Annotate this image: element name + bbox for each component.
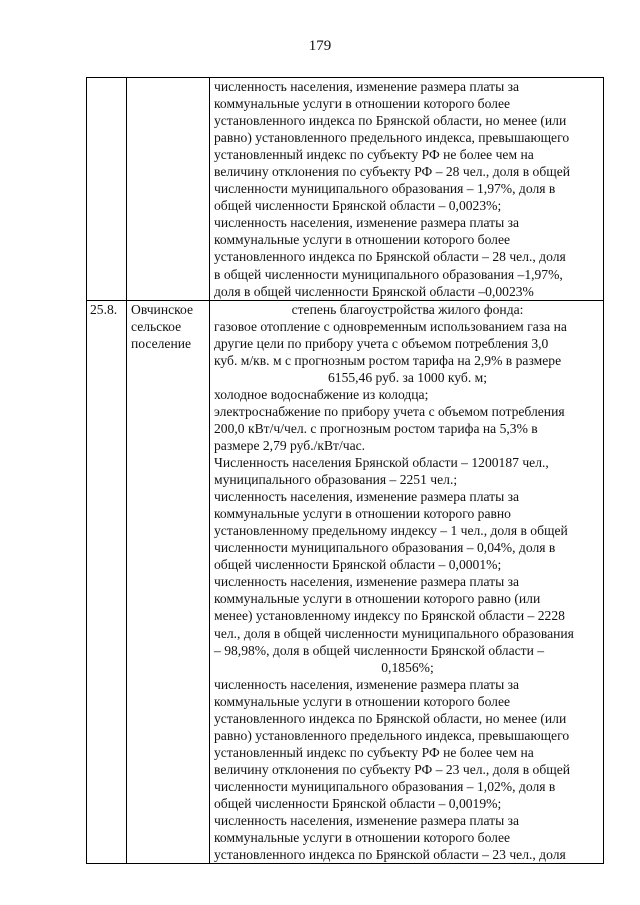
text-line: установленный индекс по субъекту РФ не более чем на	[214, 744, 534, 760]
text-line: установленного индекса по Брянской области, но менее (или	[214, 113, 567, 129]
text-line: установленный индекс по субъекту РФ не более чем на	[214, 147, 534, 163]
table-row	[87, 300, 604, 864]
text-line: холодное водоснабжение из колодца;	[214, 386, 429, 402]
text-line: доля в общей численности Брянской области –0,0023%	[214, 283, 534, 299]
text-line: коммунальные услуги в отношении которого равно (или	[214, 591, 541, 607]
document-table	[86, 77, 604, 864]
text-line: муниципального образования – 2251 чел.;	[214, 472, 458, 488]
text-line: установленному предельному индексу – 1 чел., доля в общей	[214, 523, 568, 539]
row-number-cell	[87, 78, 127, 301]
text-line: величину отклонения по субъекту РФ – 23 чел., доля в общей	[214, 761, 571, 777]
text-line: степень благоустройства жилого фонда:	[291, 301, 524, 317]
text-line: 6155,46 руб. за 1000 куб. м;	[327, 369, 488, 385]
text-line: общей численности Брянской области – 0,0023%;	[214, 198, 502, 214]
text-line: менее) установленному индексу по Брянской области – 2228	[214, 608, 565, 624]
description-cell	[210, 300, 604, 864]
text-line: электроснабжение по прибору учета с объемом потребления	[214, 403, 565, 419]
text-line: коммунальные услуги в отношении которого более	[214, 693, 511, 709]
text-line: другие цели по прибору учета с объемом потребления 3,0	[214, 335, 549, 351]
settlement-name-line: Овчинское	[131, 301, 194, 317]
text-line: размере 2,79 руб./кВт/час.	[214, 437, 366, 453]
text-line: численности муниципального образования – 1,02%, доля в	[214, 778, 556, 794]
text-line: равно) установленного предельного индекса, превышающего	[214, 727, 570, 743]
text-line: в общей численности муниципального образования –1,97%,	[214, 266, 563, 282]
text-line: численности муниципального образования – 1,97%, доля в	[214, 181, 556, 197]
text-line: численность населения, изменение размера платы за	[214, 79, 520, 94]
settlement-name-line: сельское	[131, 318, 182, 334]
text-line: установленного индекса по Брянской области – 28 чел., доля	[214, 249, 566, 265]
text-line: коммунальные услуги в отношении которого равно	[214, 506, 511, 522]
text-line: численность населения, изменение размера платы за	[214, 489, 520, 505]
text-line: Численность населения Брянской области – 1200187 чел.,	[214, 455, 549, 471]
table-body	[87, 78, 604, 864]
row-number: 25.8.	[90, 301, 118, 317]
text-line: установленного индекса по Брянской области, но менее (или	[214, 710, 567, 726]
row-number-cell	[87, 300, 127, 864]
text-line: коммунальные услуги в отношении которого более	[214, 232, 511, 248]
text-line: куб. м/кв. м с прогнозным ростом тарифа на 2,9% в размере	[214, 352, 562, 368]
text-line: численность населения, изменение размера платы за	[214, 215, 520, 231]
text-line: чел., доля в общей численности муниципального образования	[214, 625, 574, 641]
text-line: 200,0 кВт/ч/чел. с прогнозным ростом тарифа на 5,3% в	[214, 420, 538, 436]
text-line: численности муниципального образования – 0,04%, доля в	[214, 540, 556, 556]
settlement-name-cell	[127, 78, 210, 301]
table-row	[87, 78, 604, 301]
text-line: общей численности Брянской области – 0,0001%;	[214, 557, 502, 573]
text-line: газовое отопление с одновременным использованием газа на	[214, 318, 567, 334]
text-line: численность населения, изменение размера платы за	[214, 676, 520, 692]
text-line: 0,1856%;	[381, 659, 434, 675]
text-line: установленного индекса по Брянской области – 23 чел., доля	[214, 847, 566, 863]
text-line: равно) установленного предельного индекса, превышающего	[214, 130, 570, 146]
text-line: коммунальные услуги в отношении которого более	[214, 96, 511, 112]
text-line: величину отклонения по субъекту РФ – 28 чел., доля в общей	[214, 164, 571, 180]
text-line: общей численности Брянской области – 0,0019%;	[214, 795, 502, 811]
settlement-name-cell	[127, 300, 210, 864]
text-line: – 98,98%, доля в общей численности Брянской области –	[214, 642, 545, 658]
text-line: численность населения, изменение размера платы за	[214, 813, 520, 829]
text-line: численность населения, изменение размера платы за	[214, 574, 520, 590]
text-line: коммунальные услуги в отношении которого более	[214, 830, 511, 846]
settlement-name-line: поселение	[131, 335, 192, 351]
page-number: 179	[308, 38, 332, 54]
description-cell	[210, 78, 604, 301]
